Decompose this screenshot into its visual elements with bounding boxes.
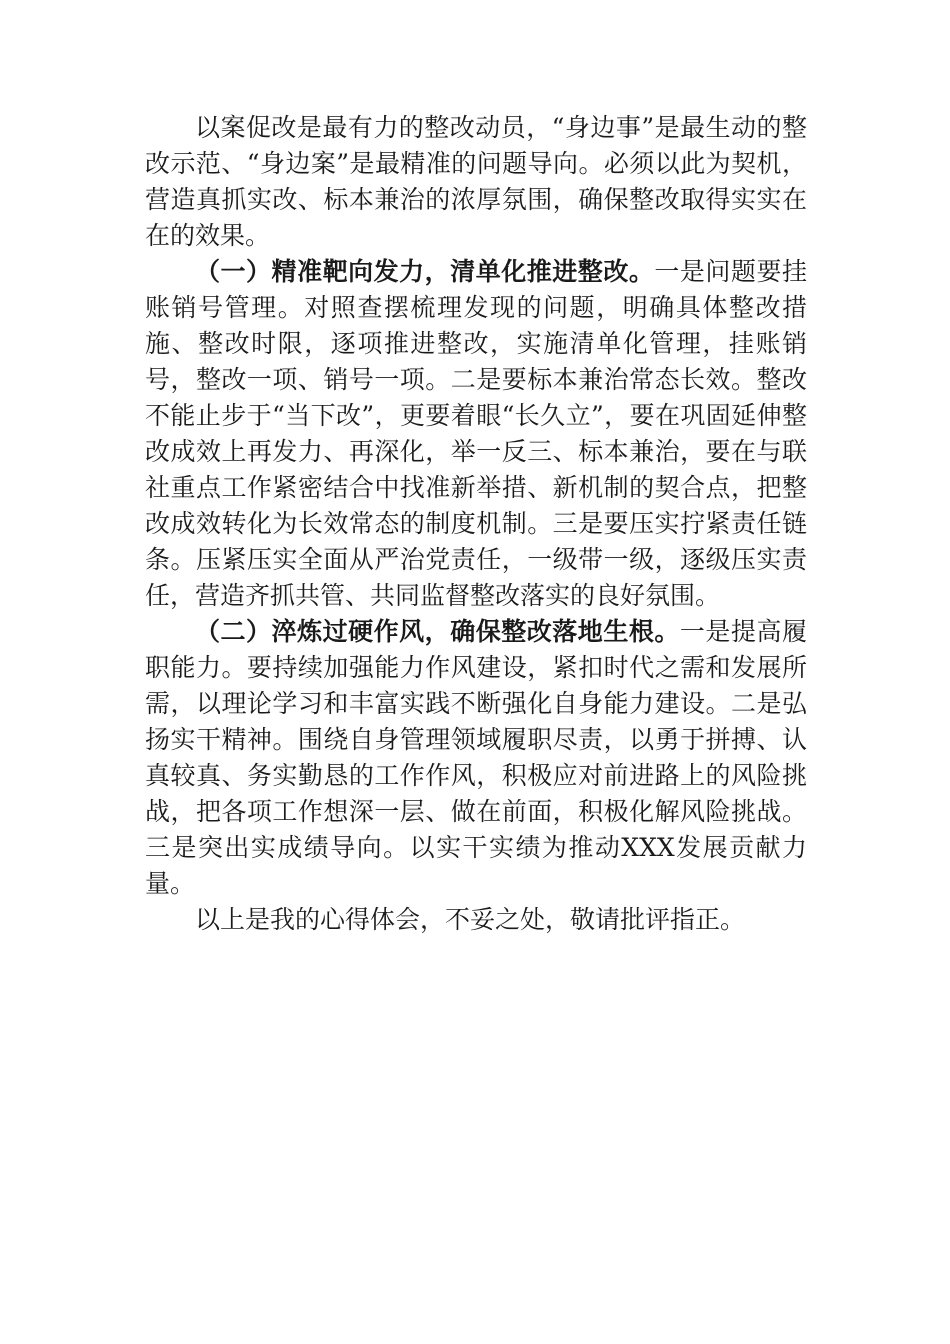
paragraph-3-heading: （二）淬炼过硬作风，确保整改落地生根。 <box>195 617 680 646</box>
paragraph-4 <box>145 902 807 938</box>
paragraph-2 <box>145 254 807 614</box>
paragraph-2-text: 一是问题要挂账销号管理。对照查摆梳理发现的问题，明确具体整改措施、整改时限，逐项推进整改，实施清单化管理，挂账销号，整改一项、销号一项。二是要标本兼治常态长效。整改不能止步于“当下改”，更要着眼“长久立”，要在巩固延伸整改成效上再发力、再深化，举一反三、标本兼治，要在与联社重点工作紧密结合中找准新举措、新机制的契合点，把整改成效转化为长效常态的制度机制。三是要压实拧紧责任链条。压紧压实全面从严治党责任，一级带一级，逐级压实责任，营造齐抓共管、共同监督整改落实的良好氛围。 <box>145 257 807 610</box>
paragraph-3-text: 一是提高履职能力。要持续加强能力作风建设，紧扣时代之需和发展所需，以理论学习和丰富实践不断强化自身能力建设。二是弘扬实干精神。围绕自身管理领域履职尽责，以勇于拼搏、认真较真、务实勤恳的工作作风，积极应对前进路上的风险挑战，把各项工作想深一层、做在前面，积极化解风险挑战。三是突出实成绩导向。以实干实绩为推动XXX发展贡献力量。 <box>145 617 807 898</box>
paragraph-1 <box>145 110 807 254</box>
paragraph-2-heading: （一）精准靶向发力，清单化推进整改。 <box>195 257 655 286</box>
document-body <box>145 110 807 938</box>
paragraph-1-text: 以案促改是最有力的整改动员，“身边事”是最生动的整改示范、“身边案”是最精准的问题导向。必须以此为契机，营造真抓实改、标本兼治的浓厚氛围，确保整改取得实实在在的效果。 <box>145 113 807 250</box>
paragraph-3 <box>145 614 807 902</box>
paragraph-4-text: 以上是我的心得体会，不妥之处，敬请批评指正。 <box>195 905 746 934</box>
